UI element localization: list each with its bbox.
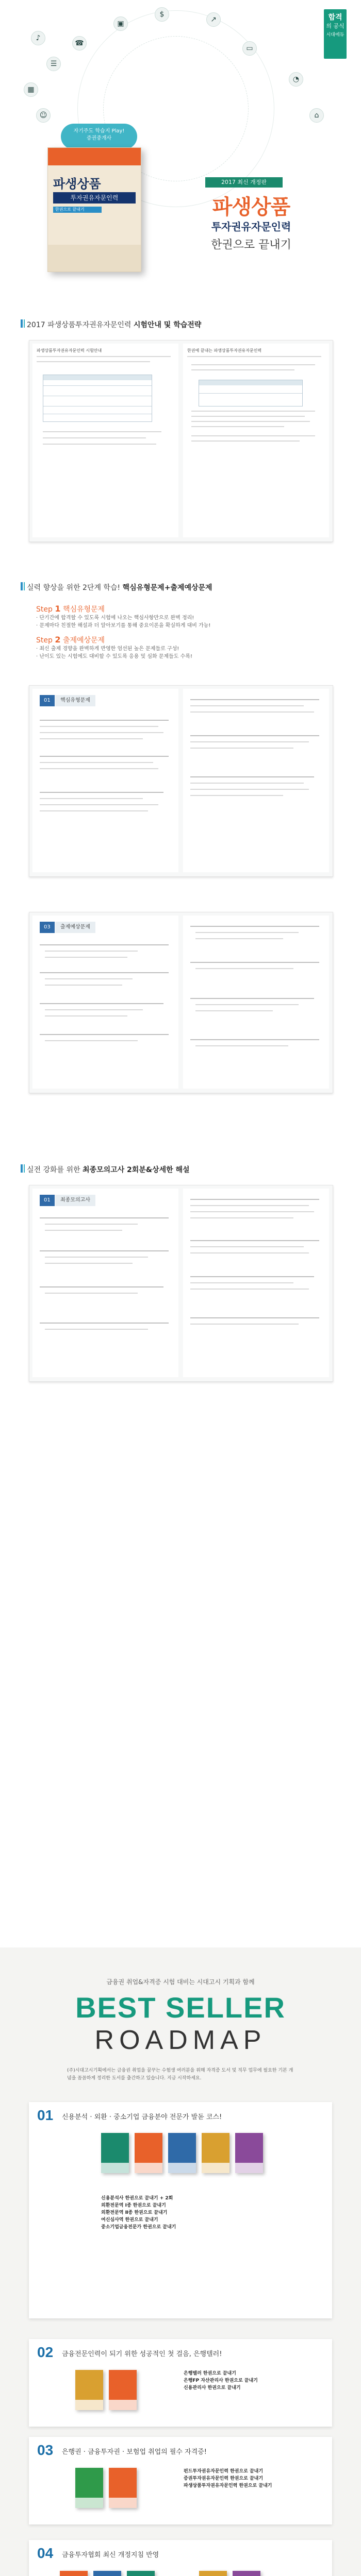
roadmap-panel-03	[29, 2437, 332, 2524]
step-2-label	[36, 635, 210, 645]
step-1-word: Step	[36, 605, 53, 614]
book-band	[48, 148, 141, 165]
spread-right-page	[183, 344, 329, 537]
panel-number: 04	[37, 2545, 54, 2561]
document-icon: ☰	[46, 57, 61, 71]
page-spread-3	[29, 912, 333, 1093]
badge-line-1: 합격	[328, 13, 342, 22]
roadmap-book	[75, 2468, 103, 2508]
right-page-heading: 한권에 끝내는 파생상품투자권유자문인력	[187, 348, 262, 353]
section-bar	[21, 582, 23, 590]
bank-icon: ⌂	[309, 108, 324, 123]
section-title-3-prefix: 실전 강화를 위한	[27, 1166, 83, 1174]
page-spread-4	[29, 1185, 333, 1382]
spread-left-page	[32, 689, 178, 872]
roadmap-book	[75, 2370, 103, 2410]
exam-table	[43, 375, 152, 422]
hero-subtitle: 투자권유자문인력	[211, 221, 291, 233]
roadmap-book	[235, 2133, 263, 2173]
section-bar-accent	[24, 1164, 25, 1173]
chapter-title: 핵심유형문제	[55, 695, 95, 706]
roadmap-panel-01	[29, 2102, 332, 2318]
roadmap-section	[0, 1947, 361, 2576]
roadmap-book	[60, 2571, 88, 2576]
hero-section	[0, 0, 361, 289]
chapter-chip: 03	[40, 922, 55, 933]
badge-line-2: 의 공식	[326, 22, 344, 29]
roadmap-book	[168, 2133, 196, 2173]
roadmap-description: (주)시대고시기획에서는 금융권 취업을 꿈꾸는 수험생 여러분을 위해 자격증 도서 및 직무 업무에 필요한 기본 개념을 꼼꼼하게 정리한 도서를 출간하고 있습니다. 지금 시작하세요.	[67, 2068, 293, 2081]
panel-title: 신용분석 · 외환 · 중소기업 금융분야 전문가 발돋 코스!	[62, 2113, 222, 2121]
spread-left-page	[32, 344, 178, 537]
step-1-line-1: · 단기간에 합격할 수 있도록 시험에 나오는 핵심사항만으로 완벽 정리!	[36, 615, 194, 621]
book-tag: 한권으로 끝내기	[53, 207, 102, 213]
briefcase-icon: ▣	[113, 16, 128, 31]
step-2-word: Step	[36, 636, 53, 645]
page-spread-1	[29, 340, 333, 542]
roadmap-panel-02	[29, 2339, 332, 2427]
panel-item: 신용분석사 한권으로 끝내기 + 2회	[101, 2196, 173, 2201]
panel-title: 은행권 · 금융투자권 · 보험업 취업의 필수 자격증!	[62, 2448, 207, 2456]
panel-number: 02	[37, 2344, 54, 2360]
book-subtitle: 투자권유자문인력	[53, 192, 136, 204]
chapter-title: 최종모의고사	[55, 1195, 95, 1206]
section-bar	[21, 1164, 23, 1173]
panel-item: 여신심사역 한권으로 끝내기	[101, 2217, 158, 2223]
person-icon: ☺	[36, 108, 51, 123]
spread-left-page	[32, 1189, 178, 1377]
section-bar	[21, 319, 23, 328]
panel-book-list	[184, 2468, 323, 2489]
bubble-line-1: 자기주도 학습지 Play!	[73, 128, 125, 134]
step-1-name: 핵심유형문제	[62, 605, 105, 614]
step-1-line-2: · 문제마다 친절한 해설과 더 알아보기를 통해 중요이론을 확실하게 대비 가능!	[36, 623, 211, 629]
section-title-1-prefix: 2017 파생상품투자권유자문인력	[27, 321, 134, 329]
step-1-label	[36, 604, 210, 614]
hero-title: 파생상품	[212, 195, 290, 219]
spread-left-page	[32, 916, 178, 1089]
roadmap-best-seller: BEST SELLER	[75, 1991, 286, 2024]
spread-right-page	[183, 689, 329, 872]
phone-icon: ☎	[72, 36, 87, 50]
section-title-1	[27, 319, 201, 330]
roadmap-book	[109, 2370, 137, 2410]
roadmap-book	[135, 2133, 162, 2173]
panel-item: 은행텔러 한권으로 끝내기	[184, 2371, 236, 2376]
pie-icon: ◔	[289, 72, 303, 87]
study-steps	[36, 604, 210, 660]
step-2-name: 출제예상문제	[62, 636, 105, 645]
spread-right-page	[183, 916, 329, 1089]
book-bottom	[48, 245, 141, 272]
panel-item: 펀드투자권유자문인력 한권으로 끝내기	[184, 2469, 264, 2474]
subject-table	[199, 380, 303, 406]
coin-icon: $	[155, 7, 169, 22]
panel-book-list	[101, 2195, 256, 2231]
roadmap-intro: 금융권 취업&자격증 시험 대비는 시대고시 기획과 함께	[106, 1978, 255, 1986]
left-page-heading: 파생상품투자권유자문인력 시험안내	[37, 348, 102, 353]
spread-right-page	[183, 1189, 329, 1377]
bubble-line-2: 증권중개사	[86, 135, 112, 141]
panel-title: 금융전문인력이 되기 위한 성공적인 첫 걸음, 은행텔러!	[62, 2350, 222, 2358]
panel-item: 중소기업금융전문가 한권으로 끝내기	[101, 2225, 176, 2230]
roadmap-panel-04	[29, 2540, 332, 2576]
chapter-chip: 01	[40, 695, 55, 706]
chapter-chip: 01	[40, 1195, 55, 1206]
section-title-2-bold: 핵심유형문제+출제예상문제	[122, 584, 212, 592]
panel-item: 은행FP 자산관리사 한권으로 끝내기	[184, 2378, 258, 2383]
panel-item: 외환전문역 Ⅰ종 한권으로 끝내기	[101, 2203, 166, 2208]
section-bar-accent	[24, 319, 25, 328]
chart-icon: ↗	[206, 12, 221, 27]
panel-book-list	[184, 2370, 323, 2392]
step-1-num: 1	[55, 604, 61, 614]
panel-number: 03	[37, 2442, 54, 2458]
panel-number: 01	[37, 2107, 54, 2123]
edition-label: 2017 최신 개정판	[205, 177, 283, 188]
roadmap-book	[127, 2571, 155, 2576]
roadmap-title: ROADMAP	[94, 2025, 267, 2055]
roadmap-book	[109, 2468, 137, 2508]
section-bar-accent	[24, 582, 25, 590]
calendar-icon: ▦	[24, 82, 38, 97]
panel-item: 파생상품투자권유자문인력 한권으로 끝내기	[184, 2483, 272, 2488]
roadmap-book	[93, 2571, 121, 2576]
book-cover	[47, 147, 141, 272]
step-2-line-2: · 난이도 있는 시험에도 대비할 수 있도록 응용 및 심화 문제들도 수록!	[36, 654, 192, 659]
hero-tagline: 한권으로 끝내기	[211, 239, 291, 251]
promo-bubble	[61, 124, 137, 149]
book-title: 파생상품	[53, 177, 101, 191]
panel-item: 외환전문역 Ⅱ종 한권으로 끝내기	[101, 2210, 168, 2215]
step-2-line-1: · 최신 출제 경향을 완벽하게 반영한 엄선된 높은 문제들로 구성!	[36, 646, 179, 652]
section-title-2	[27, 582, 212, 592]
section-title-3-bold: 최종모의고사 2회분&상세한 해설	[83, 1166, 190, 1174]
panel-title: 금융투자협회 최신 개정지침 반영	[62, 2551, 159, 2559]
monitor-icon: ▭	[242, 41, 257, 56]
roadmap-book	[101, 2133, 129, 2173]
panel-item: 증권투자권유자문인력 한권으로 끝내기	[184, 2476, 264, 2481]
section-title-3	[27, 1164, 190, 1175]
badge-line-3: 시대에듀	[326, 32, 344, 38]
section-title-1-bold: 시험안내 및 학습전략	[133, 321, 202, 329]
chapter-title: 출제예상문제	[55, 922, 95, 933]
brand-badge	[324, 9, 347, 59]
panel-item: 신용관리사 한권으로 끝내기	[184, 2385, 241, 2391]
roadmap-book	[202, 2133, 229, 2173]
section-title-2-prefix: 실력 향상을 위한 2단계 학습!	[27, 584, 123, 592]
step-2-num: 2	[55, 635, 61, 645]
megaphone-icon: ♪	[31, 31, 45, 45]
roadmap-book	[199, 2571, 227, 2576]
page-spread-2	[29, 685, 333, 877]
roadmap-book	[233, 2571, 260, 2576]
